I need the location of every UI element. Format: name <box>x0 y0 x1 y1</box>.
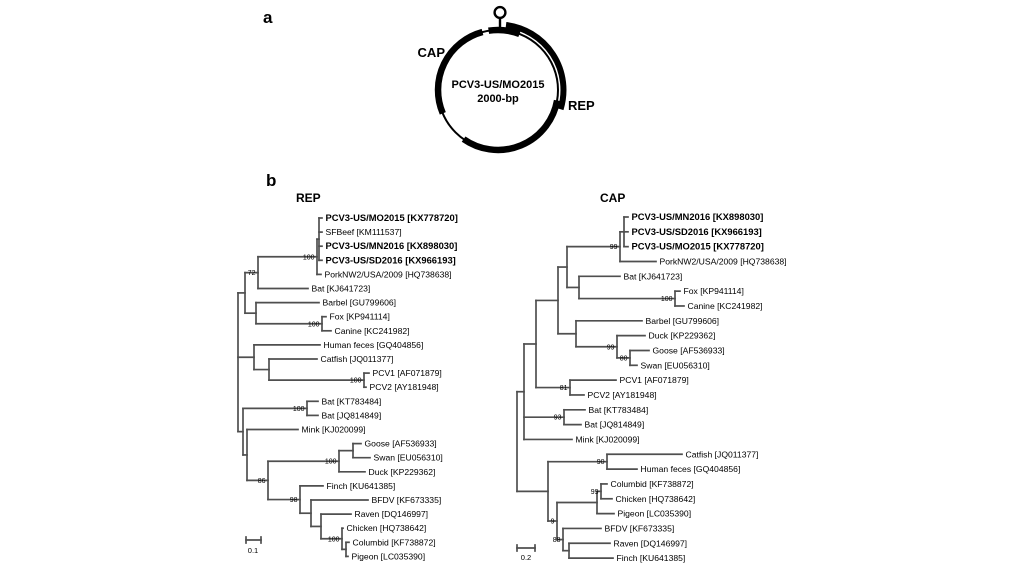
taxon-label: Pigeon [LC035390] <box>617 508 692 519</box>
taxon-label: PCV1 [AF071879] <box>372 368 442 379</box>
taxon-label: Duck [KP229362] <box>368 466 436 477</box>
taxon-label: Catfish [JQ011377] <box>685 449 759 460</box>
taxon-label: Columbid [KF738872] <box>352 537 436 548</box>
cap-orf-label: CAP <box>417 45 445 60</box>
cap-tree <box>517 191 787 563</box>
taxon-label: Bat [KJ641723] <box>623 271 683 282</box>
bootstrap-value: 100 <box>302 254 315 262</box>
taxon-label: Chicken [HQ738642] <box>615 493 696 504</box>
taxon-label: BFDV [KF673335] <box>371 495 442 505</box>
plasmid-map <box>418 7 596 150</box>
bootstrap-value: 99 <box>609 244 618 252</box>
scale-bar-label: 0.1 <box>247 546 259 555</box>
scale-bar-label: 0.2 <box>520 553 532 562</box>
plasmid-name: PCV3-US/MO2015 <box>451 79 545 91</box>
plasmid-size: 2000-bp <box>477 93 519 105</box>
taxon-label: Chicken [HQ738642] <box>346 523 427 534</box>
taxon-label: Barbel [GU799606] <box>322 297 397 308</box>
stem-loop-icon <box>495 7 506 18</box>
taxon-label: SFBeef [KM111537] <box>325 227 402 238</box>
taxon-label: Goose [AF536933] <box>364 438 437 449</box>
taxon-label: Pigeon [LC035390] <box>351 551 426 562</box>
taxon-label: Bat [JQ814849] <box>584 419 645 430</box>
bootstrap-value: 100 <box>327 536 340 544</box>
taxon-label: Bat [KT783484] <box>588 404 649 415</box>
taxon-label: PCV2 [AY181948] <box>587 389 657 400</box>
rep-tree <box>238 191 458 561</box>
bootstrap-value: 100 <box>349 377 362 385</box>
taxon-label: Fox [KP941114] <box>329 311 390 322</box>
taxon-label: Swan [EU056310] <box>640 360 710 371</box>
bootstrap-value: 81 <box>559 385 568 393</box>
bootstrap-value: 100 <box>324 458 337 466</box>
bootstrap-value: 9 <box>550 518 555 526</box>
taxon-label: PorkNW2/USA/2009 [HQ738638] <box>324 269 452 280</box>
taxon-label: Bat [KJ641723] <box>311 283 371 294</box>
panel-b-label: b <box>266 171 277 190</box>
taxon-label: PCV3-US/SD2016 [KX966193] <box>325 254 456 266</box>
bootstrap-value: 86 <box>257 477 266 485</box>
taxon-label: PorkNW2/USA/2009 [HQ738638] <box>659 256 787 267</box>
taxon-label: Raven [DQ146997] <box>613 538 688 549</box>
taxon-label: PCV2 [AY181948] <box>369 382 439 393</box>
taxon-label: Barbel [GU799606] <box>645 315 720 326</box>
taxon-label: Canine [KC241982] <box>687 300 763 311</box>
genome-thick-arc-right <box>464 100 557 150</box>
taxon-label: PCV1 [AF071879] <box>619 375 689 386</box>
bootstrap-value: 99 <box>606 344 615 352</box>
bootstrap-value: 88 <box>552 537 561 545</box>
taxon-label: PCV3-US/SD2016 [KX966193] <box>631 225 762 237</box>
taxon-label: Goose [AF536933] <box>652 345 725 356</box>
genome-thick-arc-top <box>489 30 520 34</box>
taxon-label: Bat [JQ814849] <box>321 410 382 421</box>
taxon-label: Bat [KT783484] <box>321 396 382 407</box>
taxon-label: PCV3-US/MO2015 [KX778720] <box>631 240 764 252</box>
bootstrap-value: 93 <box>553 414 562 422</box>
taxon-label: PCV3-US/MN2016 [KX898030] <box>325 240 458 252</box>
taxon-label: Raven [DQ146997] <box>354 509 429 520</box>
taxon-label: Finch [KU641385] <box>616 553 686 564</box>
rep-orf-label: REP <box>568 98 595 113</box>
bootstrap-value: 100 <box>307 321 320 329</box>
bootstrap-value: 80 <box>619 355 628 363</box>
taxon-label: Human feces [GQ404856] <box>640 464 741 475</box>
bootstrap-value: 99 <box>590 488 599 496</box>
taxon-label: PCV3-US/MN2016 [KX898030] <box>631 211 764 222</box>
taxon-label: Mink [KJ020099] <box>301 424 366 435</box>
panel-a-label: a <box>263 8 273 27</box>
cap-tree-title: CAP <box>600 191 626 205</box>
taxon-label: Duck [KP229362] <box>648 330 716 341</box>
taxon-label: Canine [KC241982] <box>334 325 410 336</box>
taxon-label: Swan [EU056310] <box>373 452 443 463</box>
bootstrap-value: 98 <box>289 497 298 505</box>
taxon-label: BFDV [KF673335] <box>604 523 675 534</box>
rep-tree-title: REP <box>296 191 321 205</box>
bootstrap-value: 100 <box>292 405 305 413</box>
taxon-label: Catfish [JQ011377] <box>320 354 394 364</box>
taxon-label: Finch [KU641385] <box>326 480 396 491</box>
taxon-label: Columbid [KF738872] <box>610 478 694 489</box>
bootstrap-value: 100 <box>660 296 673 304</box>
taxon-label: Fox [KP941114] <box>683 286 744 297</box>
taxon-label: Human feces [GQ404856] <box>323 339 424 350</box>
bootstrap-value: 72 <box>247 270 256 278</box>
taxon-label: PCV3-US/MO2015 [KX778720] <box>325 212 458 223</box>
taxon-label: Mink [KJ020099] <box>575 434 640 445</box>
bootstrap-value: 90 <box>596 459 605 467</box>
